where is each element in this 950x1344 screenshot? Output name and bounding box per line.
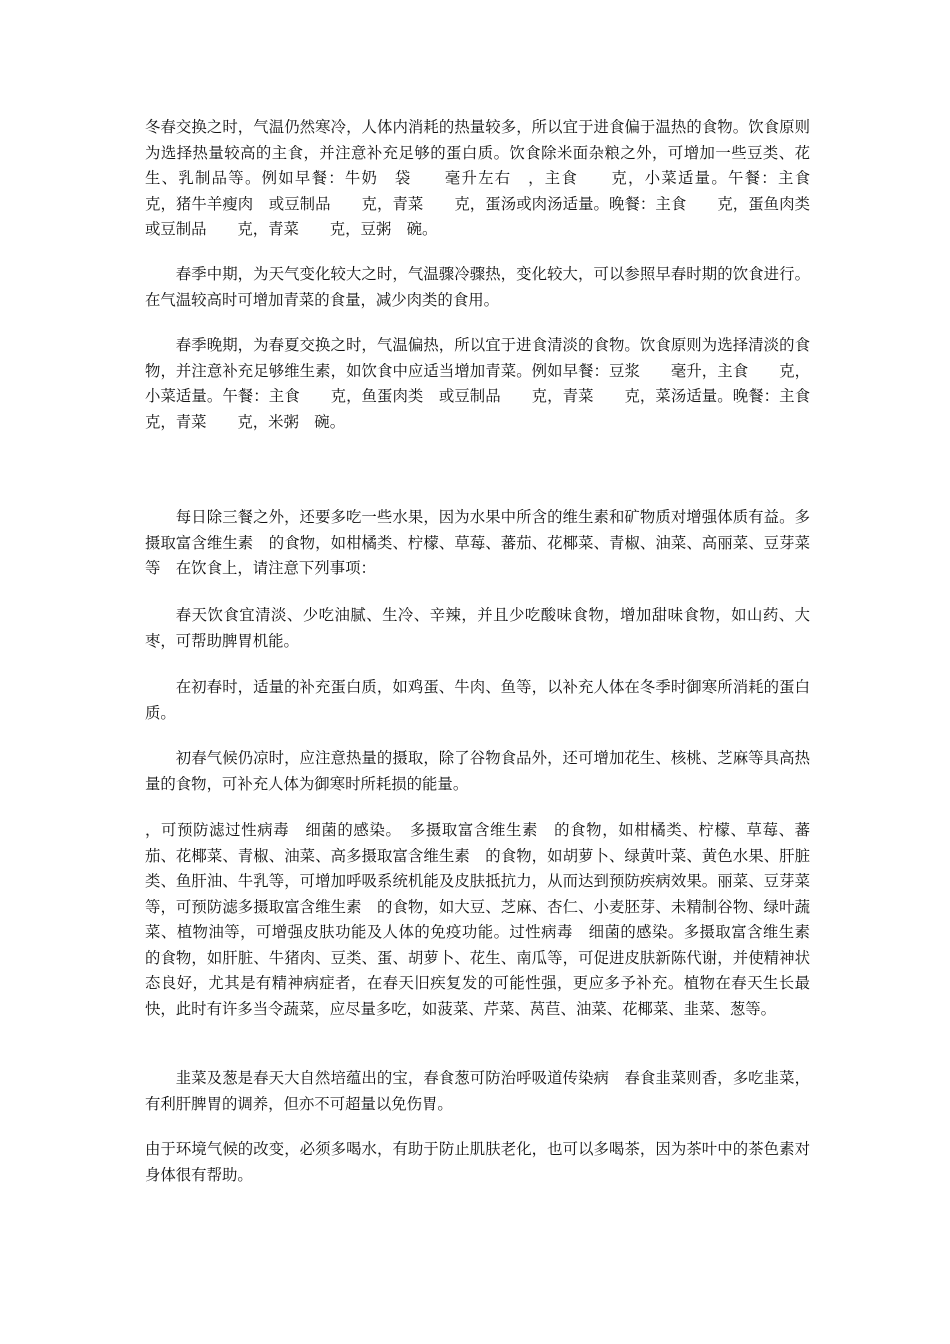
paragraph-late-spring: 春季晚期，为春夏交换之时，气温偏热，所以宜于进食清淡的食物。饮食原则为选择清淡的食物，并注意补充足够维生素，如饮食中应适当增加青菜。例如早餐：豆浆 毫升，主食 克，小菜适量。午餐：主食 克，鱼蛋肉类 或豆制品 克，青菜 克，菜汤适量。晚餐：主食 克，青菜 克，米粥 碗。 [145, 336, 841, 431]
paragraph-drink-water: 由于环境气候的改变，必须多喝水，有助于防止肌肤老化，也可以多喝茶，因为茶叶中的茶色素对身体很有帮助。 [145, 1140, 810, 1184]
paragraph-protein: 在初春时，适量的补充蛋白质，如鸡蛋、牛肉、鱼等，以补充人体在冬季时御寒所消耗的蛋白质。 [145, 678, 810, 722]
paragraph-early-spring: 冬春交换之时，气温仍然寒冷，人体内消耗的热量较多，所以宜于进食偏于温热的食物。饮食原则为选择热量较高的主食，并注意补充足够的蛋白质。饮食除米面杂粮之外，可增加一些豆类、花生、乳制品等。例如早餐：牛奶 袋 毫升左右 ，主食 克，小菜适量。午餐：主食 克，猪牛羊瘦肉 或豆制品 克，青菜 克，蛋汤或肉汤适量。晚餐：主食 克，蛋鱼肉类 或豆制品 克，青菜 克，豆粥 碗。 [145, 118, 841, 238]
paragraph-vitamin-foods: ，可预防滤过性病毒 细菌的感染。 多摄取富含维生素 的食物，如柑橘类、柠檬、草莓、蕃茄、花椰菜、青椒、油菜、高多摄取富含维生素 的食物，如胡萝卜、绿黄叶菜、黄色水果、肝脏类、鱼肝油、牛乳等，可增加呼吸系统机能及皮肤抵抗力，从而达到预防疾病效果。丽菜、豆芽菜等，可预防滤多摄取富含维生素 的食物，如大豆、芝麻、杏仁、小麦胚芽、未精制谷物、绿叶蔬菜、植物油等，可增强皮肤功能及人体的免疫功能。过性病毒 细菌的感染。多摄取富含维生素 的食物，如肝脏、牛猪肉、豆类、蛋、胡萝卜、花生、南瓜等，可促进皮肤新陈代谢，并使精神状态良好，尤其是有精神病症者，在春天旧疾复发的可能性强，更应多予补充。植物在春天生长最快，此时有许多当令蔬菜，应尽量多吃，如菠菜、芹菜、莴苣、油菜、花椰菜、韭菜、葱等。 [145, 821, 826, 1018]
paragraph-light-diet: 春天饮食宜清淡、少吃油腻、生冷、辛辣，并且少吃酸味食物，增加甜味食物，如山药、大枣，可帮助脾胃机能。 [145, 606, 810, 650]
paragraph-leek-scallion: 韭菜及葱是春天大自然培蕴出的宝，春食葱可防治呼吸道传染病 春食韭菜则香，多吃韭菜，有利肝脾胃的调养，但亦不可超量以免伤胃。 [145, 1069, 810, 1113]
paragraph-heat-intake: 初春气候仍凉时，应注意热量的摄取，除了谷物食品外，还可增加花生、核桃、芝麻等具高热量的食物，可补充人体为御寒时所耗损的能量。 [145, 749, 810, 793]
paragraph-mid-spring: 春季中期，为天气变化较大之时，气温骤冷骤热，变化较大，可以参照早春时期的饮食进行。在气温较高时可增加青菜的食量，减少肉类的食用。 [145, 265, 810, 309]
paragraph-fruit-vitamins: 每日除三餐之外，还要多吃一些水果，因为水果中所含的维生素和矿物质对增强体质有益。多摄取富含维生素 的食物，如柑橘类、柠檬、草莓、蕃茄、花椰菜、青椒、油菜、高丽菜、豆芽菜等 在饮食上，请注意下列事项： [145, 508, 810, 577]
